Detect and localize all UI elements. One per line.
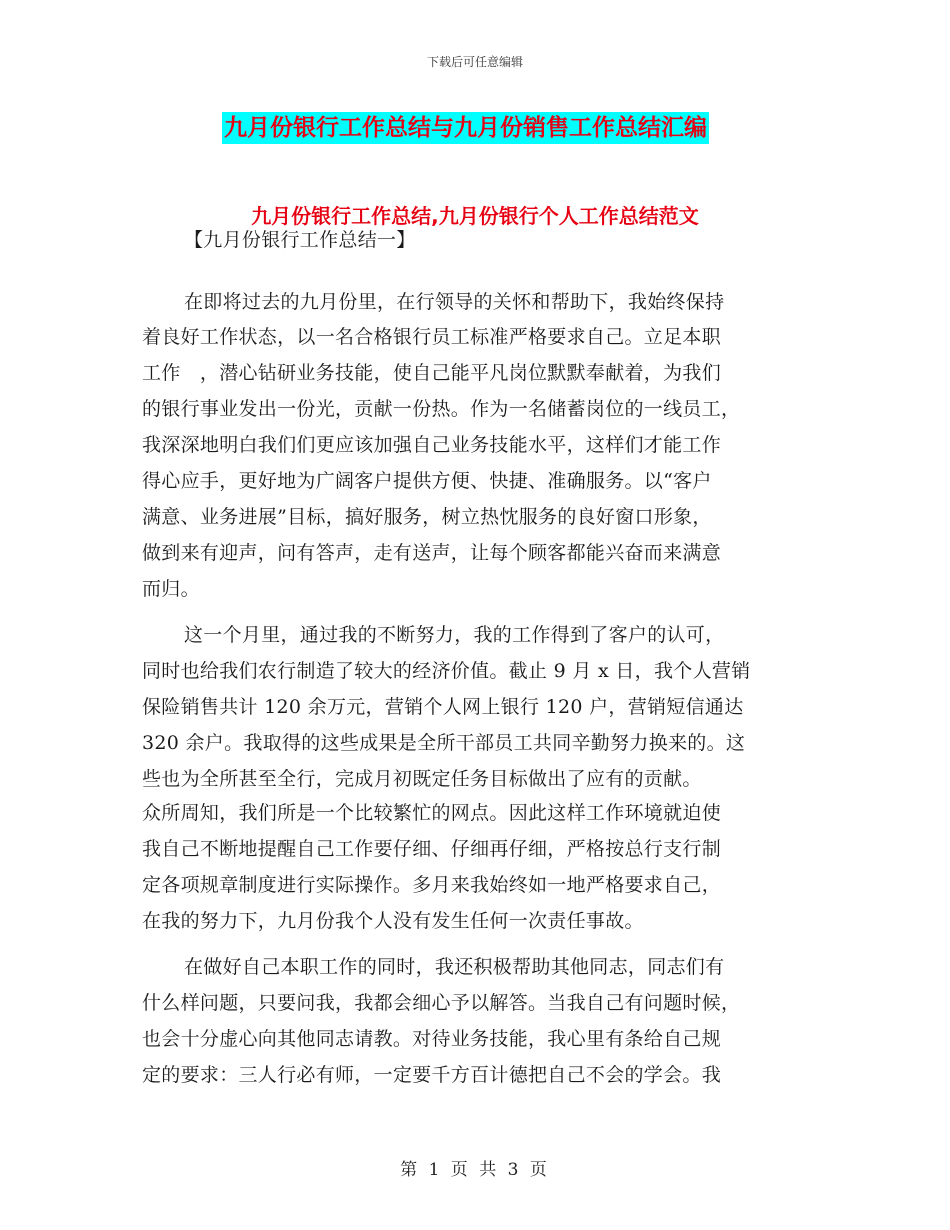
page-footer: 第 1 页 共 3 页 bbox=[400, 1160, 550, 1180]
text-line: 的银行事业发出一份光，贡献一份热。作为一名储蓄岗位的一线员工， bbox=[142, 398, 741, 420]
text-line: 同时也给我们农行制造了较大的经济价值。截止 9 月 x 日，我个人营销 bbox=[142, 660, 751, 682]
subheading: 【九月份银行工作总结一】 bbox=[184, 229, 416, 251]
text-line: 定各项规章制度进行实际操作。多月来我始终如一地严格要求自己， bbox=[142, 874, 722, 896]
text-line: 做到来有迎声，问有答声，走有送声，让每个顾客都能兴奋而来满意 bbox=[142, 542, 722, 564]
header-note: 下载后可任意编辑 bbox=[426, 55, 523, 69]
text-line: 些也为全所甚至全行，完成月初既定任务目标做出了应有的贡献。 bbox=[142, 768, 702, 790]
text-line: 得心应手，更好地为广阔客户提供方便、快捷、准确服务。以“客户 bbox=[142, 470, 712, 492]
text-line: 320 余户。我取得的这些成果是全所干部员工共同辛勤努力换来的。这 bbox=[142, 732, 746, 754]
text-line: 我自己不断地提醒自己工作要仔细、仔细再仔细，严格按总行支行制 bbox=[142, 838, 722, 860]
text-line: 着良好工作状态，以一名合格银行员工标准严格要求自己。立足本职 bbox=[142, 326, 722, 348]
text-line: 在我的努力下，九月份我个人没有发生任何一次责任事故。 bbox=[142, 910, 644, 932]
text-line: 保险销售共计 120 余万元，营销个人网上银行 120 户，营销短信通达 bbox=[142, 696, 744, 718]
text-line: 在做好自己本职工作的同时，我还积极帮助其他同志，同志们有 bbox=[184, 956, 725, 978]
text-line: 定的要求：三人行必有师，一定要千方百计德把自己不会的学会。我 bbox=[142, 1064, 722, 1086]
document-title: 九月份银行工作总结与九月份销售工作总结汇编 bbox=[222, 112, 709, 144]
text-line: 也会十分虚心向其他同志请教。对待业务技能，我心里有条给自己规 bbox=[142, 1028, 722, 1050]
text-line: 工作 ，潜心钻研业务技能，使自己能平凡岗位默默奉献着，为我们 bbox=[142, 362, 722, 384]
text-line: 这一个月里，通过我的不断努力，我的工作得到了客户的认可， bbox=[184, 624, 725, 646]
text-line: 在即将过去的九月份里，在行领导的关怀和帮助下，我始终保持 bbox=[184, 291, 725, 313]
text-line: 众所周知，我们所是一个比较繁忙的网点。因此这样工作环境就迫使 bbox=[142, 802, 722, 824]
section-title: 九月份银行工作总结,九月份银行个人工作总结范文 bbox=[251, 204, 699, 228]
text-line: 而归。 bbox=[142, 578, 200, 600]
text-line: 什么样问题，只要问我，我都会细心予以解答。当我自己有问题时候， bbox=[142, 992, 741, 1014]
text-line: 满意、业务进展”目标，搞好服务，树立热忱服务的良好窗口形象， bbox=[142, 506, 712, 528]
text-line: 我深深地明白我们们更应该加强自己业务技能水平，这样们才能工作 bbox=[142, 434, 722, 456]
